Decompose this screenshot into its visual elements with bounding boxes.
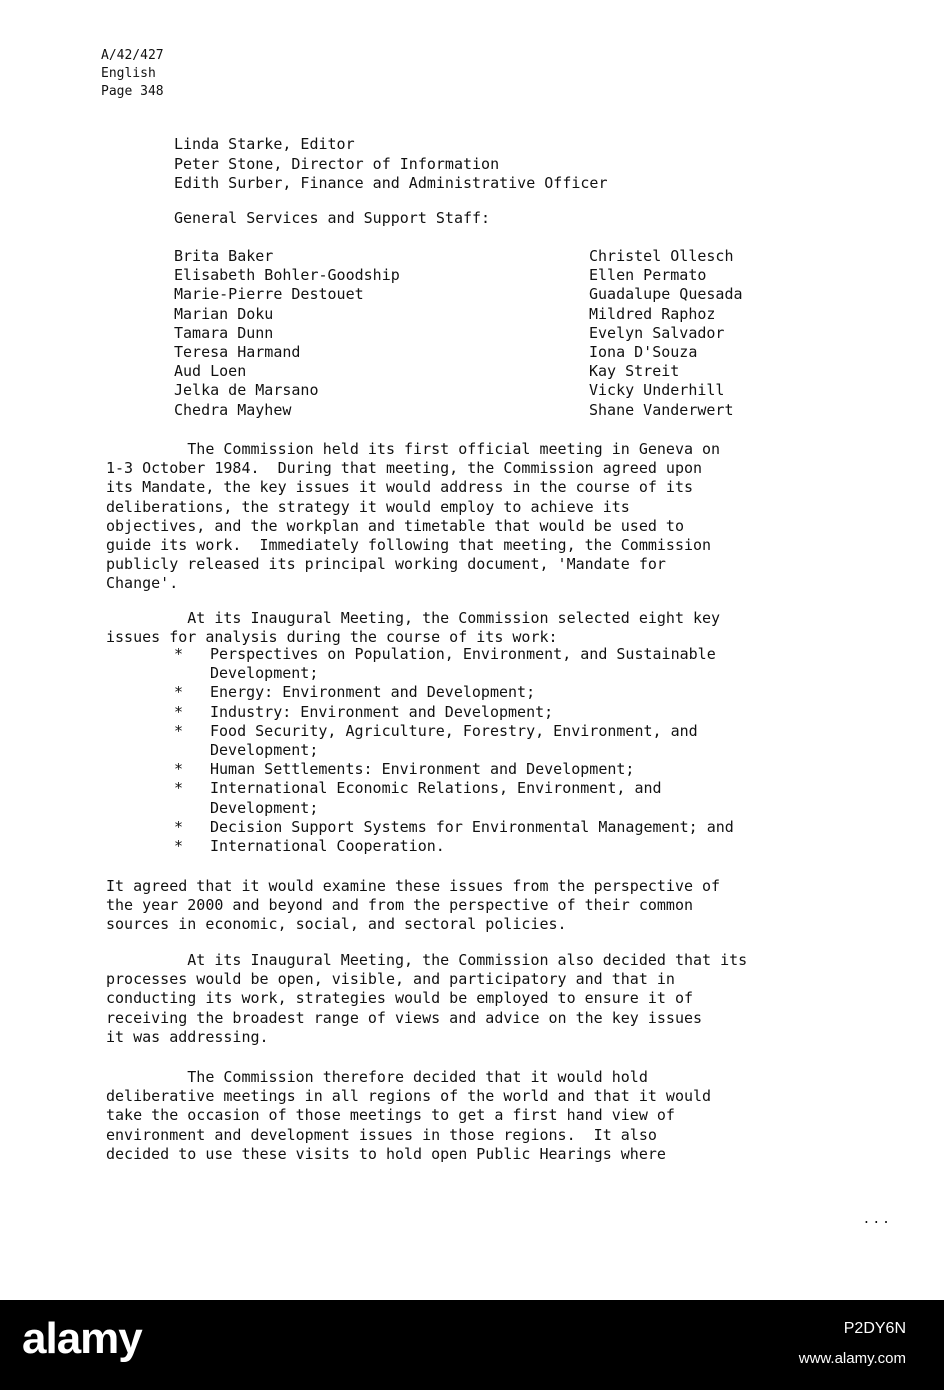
text-line: receiving the broadest range of views and advice on the key issues xyxy=(106,1008,703,1027)
list-item-text: Food Security, Agriculture, Forestry, Environment, and xyxy=(210,721,698,740)
list-item xyxy=(174,837,734,856)
list-item-text: Development; xyxy=(210,741,319,760)
staff-name: Marian Doku xyxy=(174,304,274,323)
list-item-text: Energy: Environment and Development; xyxy=(210,683,536,702)
list-item xyxy=(174,722,734,760)
staff-roles-list xyxy=(174,135,607,194)
staff-name: Evelyn Salvador xyxy=(589,323,725,342)
text-line: publicly released its principal working document, 'Mandate for xyxy=(106,555,666,574)
list-item-text: Decision Support Systems for Environmental Management; and xyxy=(210,817,734,836)
paragraph-regional-meetings xyxy=(106,1068,906,1164)
list-item-text: International Economic Relations, Environment, and xyxy=(210,779,662,798)
staff-name: Chedra Mayhew xyxy=(174,400,292,419)
staff-name: Marie-Pierre Destouet xyxy=(174,285,364,304)
text-line: It agreed that it would examine these issues from the perspective of xyxy=(106,877,721,895)
staff-name: Brita Baker xyxy=(174,247,274,265)
text-line: deliberations, the strategy it would employ to achieve its xyxy=(106,497,630,516)
staff-column-right xyxy=(589,247,743,420)
text-line: At its Inaugural Meeting, the Commission also decided that its xyxy=(106,951,748,969)
text-line: Change'. xyxy=(106,574,179,593)
staff-name: Jelka de Marsano xyxy=(174,381,319,400)
bullet-marker: * xyxy=(174,779,184,798)
paragraph-key-issues-intro xyxy=(106,609,906,647)
doc-number: A/42/427 xyxy=(101,48,164,63)
staff-role-line: Peter Stone, Director of Information xyxy=(174,154,500,173)
bullet-marker: * xyxy=(174,817,184,836)
staff-column-left xyxy=(174,247,400,420)
section-title: General Services and Support Staff: xyxy=(174,209,491,227)
text-line: The Commission therefore decided that it would hold xyxy=(106,1068,648,1086)
list-item-text: Development; xyxy=(210,798,319,817)
text-line: sources in economic, social, and sectoral policies. xyxy=(106,915,567,934)
staff-name: Guadalupe Quesada xyxy=(589,285,743,304)
list-item xyxy=(174,818,734,837)
key-issues-list xyxy=(174,645,734,856)
bullet-marker: * xyxy=(174,645,184,663)
text-line: issues for analysis during the course of its work: xyxy=(106,628,558,647)
text-line: take the occasion of those meetings to get a first hand view of xyxy=(106,1106,675,1125)
text-line: processes would be open, visible, and participatory and that in xyxy=(106,970,675,989)
bullet-marker: * xyxy=(174,702,184,721)
text-line: deliberative meetings in all regions of the world and that it would xyxy=(106,1087,712,1106)
watermark-footer xyxy=(0,1300,944,1390)
bullet-marker: * xyxy=(174,837,184,856)
document-header xyxy=(101,47,164,101)
list-item xyxy=(174,683,734,702)
list-item-text: Industry: Environment and Development; xyxy=(210,702,554,721)
paragraph-perspective xyxy=(106,877,906,935)
text-line: the year 2000 and beyond and from the perspective of their common xyxy=(106,896,693,915)
text-line: 1-3 October 1984. During that meeting, the Commission agreed upon xyxy=(106,459,703,478)
list-item xyxy=(174,779,734,817)
image-id-label: P2DY6N xyxy=(843,1320,906,1337)
staff-name: Vicky Underhill xyxy=(589,381,725,400)
site-url-label: www.alamy.com xyxy=(798,1350,906,1367)
text-line: At its Inaugural Meeting, the Commission selected eight key xyxy=(106,609,721,627)
text-line: conducting its work, strategies would be employed to ensure it of xyxy=(106,989,693,1008)
text-line: its Mandate, the key issues it would address in the course of its xyxy=(106,478,693,497)
brand-logo: alamy xyxy=(22,1314,142,1363)
staff-name: Kay Streit xyxy=(589,362,680,381)
staff-name: Mildred Raphoz xyxy=(589,304,716,323)
staff-role-line: Linda Starke, Editor xyxy=(174,135,355,153)
staff-name: Ellen Permato xyxy=(589,266,707,285)
text-line: decided to use these visits to hold open Public Hearings where xyxy=(106,1144,666,1163)
staff-role-line: Edith Surber, Finance and Administrative Officer xyxy=(174,174,608,192)
doc-language: English xyxy=(101,66,156,81)
text-line: it was addressing. xyxy=(106,1027,269,1046)
list-item-text: Human Settlements: Environment and Development; xyxy=(210,760,635,779)
bullet-marker: * xyxy=(174,721,184,740)
continuation-marker: ... xyxy=(862,1212,892,1227)
page-number: Page 348 xyxy=(101,84,164,99)
staff-name: Iona D'Souza xyxy=(589,343,698,362)
list-item xyxy=(174,760,734,779)
bullet-marker: * xyxy=(174,683,184,702)
paragraph-processes xyxy=(106,951,906,1047)
text-line: The Commission held its first official meeting in Geneva on xyxy=(106,440,721,458)
bullet-marker: * xyxy=(174,760,184,779)
staff-name: Aud Loen xyxy=(174,362,247,381)
list-item-text: Development; xyxy=(210,664,319,683)
staff-name: Elisabeth Bohler-Goodship xyxy=(174,266,400,285)
text-line: environment and development issues in those regions. It also xyxy=(106,1125,657,1144)
list-item-text: International Cooperation. xyxy=(210,837,445,856)
text-line: objectives, and the workplan and timetable that would be used to xyxy=(106,516,684,535)
text-line: guide its work. Immediately following that meeting, the Commission xyxy=(106,536,712,555)
paragraph-first-meeting xyxy=(106,440,906,594)
staff-name: Teresa Harmand xyxy=(174,343,301,362)
staff-name: Christel Ollesch xyxy=(589,247,734,265)
staff-name: Tamara Dunn xyxy=(174,323,274,342)
list-item xyxy=(174,703,734,722)
list-item-text: Perspectives on Population, Environment, and Sustainable xyxy=(210,645,716,663)
list-item xyxy=(174,645,734,683)
staff-name: Shane Vanderwert xyxy=(589,400,734,419)
